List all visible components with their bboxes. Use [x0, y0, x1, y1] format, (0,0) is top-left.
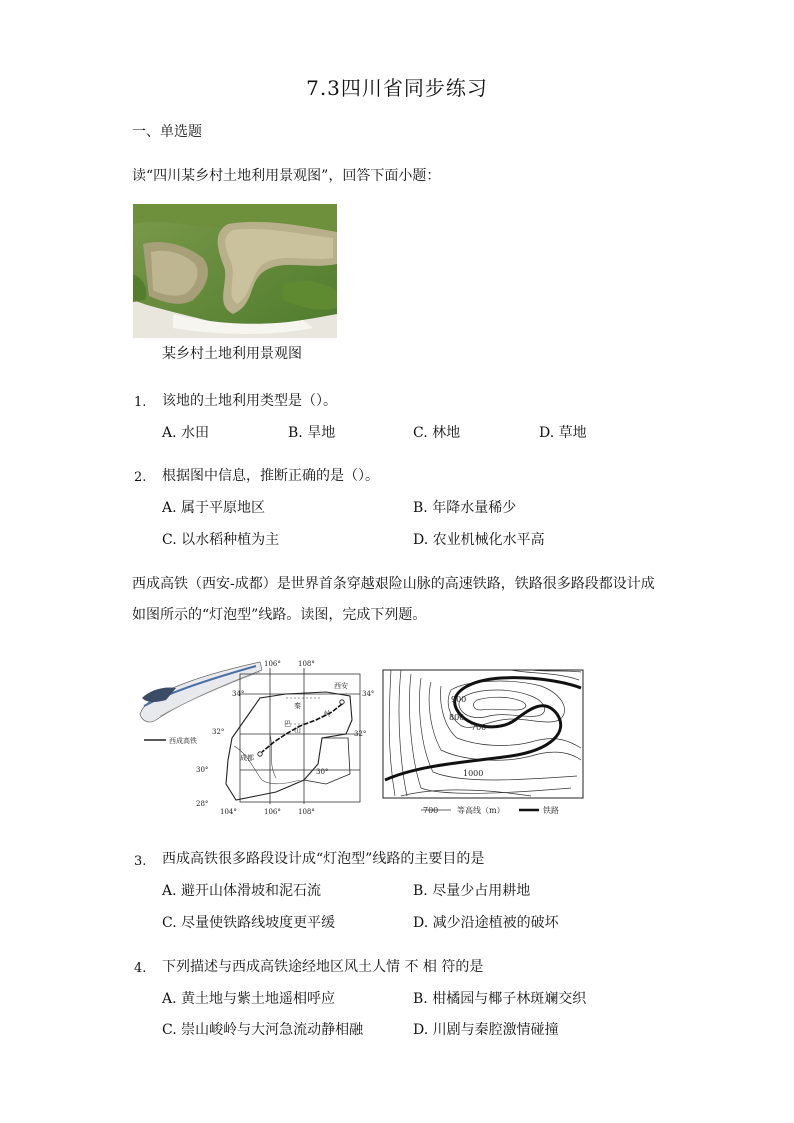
contour-legend-rail: 铁路: [543, 806, 559, 815]
intro-text-2-line-2: 如图所示的“灯泡型”线路。读图，完成下列题。: [132, 607, 427, 623]
q3-option-d: D. 减少沿途植被的破坏: [413, 915, 559, 931]
landscape-photo: [133, 204, 337, 338]
q2-option-d: D. 农业机械化水平高: [413, 532, 545, 548]
q3-option-c: C. 尽量使铁路线坡度更平缓: [162, 915, 336, 931]
lon-label-top-106: 106°: [264, 660, 281, 668]
page-title: 7.3四川省同步练习: [306, 76, 488, 100]
question-2-number: 2.: [134, 470, 147, 485]
label-qin-2: 岭: [324, 710, 331, 718]
question-1-text: 该地的土地利用类型是（）。: [162, 393, 337, 409]
photo-caption: 某乡村土地利用景观图: [162, 346, 302, 362]
label-xian: 西安: [334, 682, 348, 690]
contour-label-1000: 1000: [463, 769, 484, 778]
question-1-number: 1.: [134, 395, 147, 410]
lat-label-right-34: 34°: [362, 690, 375, 698]
q2-option-c: C. 以水稻种植为主: [162, 532, 280, 548]
q4-option-d: D. 川剧与秦腔激情碰撞: [413, 1022, 559, 1038]
label-ba-2: 山: [294, 726, 301, 734]
lat-label-left-32: 32°: [212, 728, 225, 736]
intro-text-1: 读“四川某乡村土地利用景观图”，回答下面小题：: [132, 168, 441, 184]
q4-option-b: B. 柑橘园与椰子林斑斓交织: [413, 991, 587, 1007]
section-heading: 一、单选题: [132, 124, 202, 140]
railway-map-figure: [136, 654, 375, 820]
contour-map-figure: [381, 668, 591, 818]
label-chengdu: 成都: [240, 754, 254, 762]
lat-label-left-34: 34°: [232, 690, 245, 698]
contour-legend-number: 700: [423, 806, 439, 815]
contour-label-800: 800: [449, 713, 465, 722]
lon-label-bottom-104: 104°: [220, 808, 237, 816]
lon-label-bottom-108: 108°: [298, 808, 315, 816]
lat-label-right-30: 30°: [316, 768, 329, 776]
question-3-number: 3.: [134, 854, 147, 869]
label-ba-1: 巴: [284, 720, 291, 728]
q1-option-c: C. 林地: [413, 425, 461, 441]
q1-option-a: A. 水田: [162, 425, 210, 441]
lat-label-left-30: 30°: [196, 766, 209, 774]
map-legend-label: 西成高铁: [169, 737, 197, 745]
contour-label-700: 700: [471, 723, 487, 732]
q1-option-d: D. 草地: [539, 425, 587, 441]
label-qin-1: 秦: [294, 702, 301, 710]
lat-label-left-28: 28°: [196, 800, 209, 808]
question-2-text: 根据图中信息，推断正确的是（）。: [162, 468, 379, 484]
q4-option-c: C. 崇山峻岭与大河急流动静相融: [162, 1022, 364, 1038]
question-4-text: 下列描述与西成高铁途经地区风土人情 不 相 符的是: [162, 959, 484, 975]
q2-option-b: B. 年降水量稀少: [413, 500, 517, 516]
contour-legend-text: 等高线（m）: [457, 806, 505, 815]
q3-option-a: A. 避开山体滑坡和泥石流: [162, 883, 322, 899]
q3-option-b: B. 尽量少占用耕地: [413, 883, 531, 899]
lat-label-right-32: 32°: [354, 730, 367, 738]
intro-text-2-line-1: 西成高铁（西安-成都）是世界首条穿越艰险山脉的高速铁路，铁路很多路段都设计成: [132, 576, 655, 592]
q1-option-b: B. 旱地: [288, 425, 336, 441]
contour-label-900: 900: [451, 695, 467, 704]
q4-option-a: A. 黄土地与紫土地遥相呼应: [162, 991, 336, 1007]
lon-label-bottom-106: 106°: [264, 808, 281, 816]
q2-option-a: A. 属于平原地区: [162, 500, 266, 516]
lon-label-top-108: 108°: [298, 660, 315, 668]
question-4-number: 4.: [134, 961, 147, 976]
question-3-text: 西成高铁很多路段设计成“灯泡型”线路的主要目的是: [162, 851, 485, 867]
